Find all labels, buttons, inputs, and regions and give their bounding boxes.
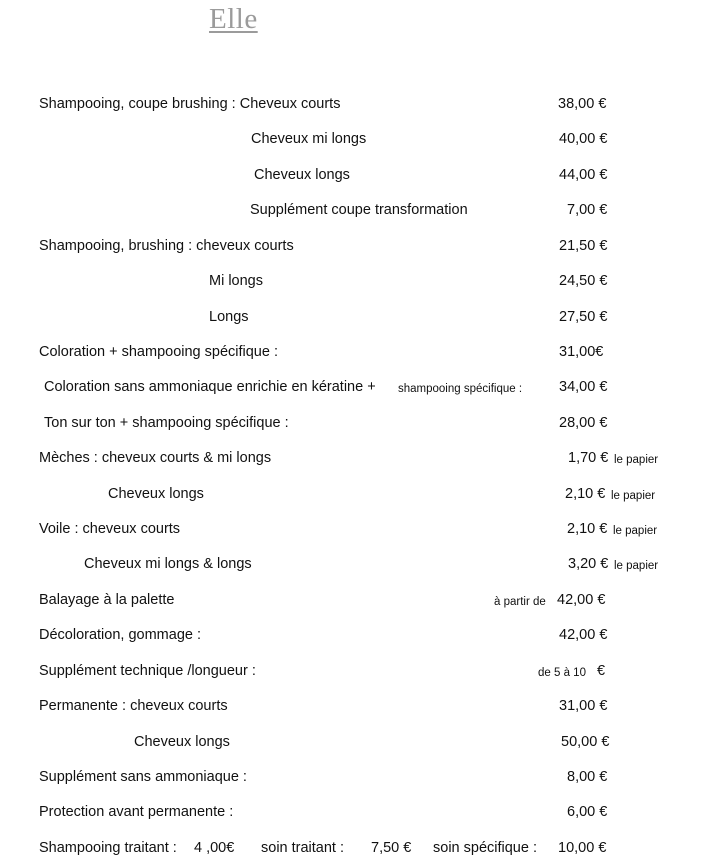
service-label: soin spécifique : <box>433 840 537 856</box>
service-label: Shampooing traitant : <box>39 840 177 856</box>
service-label: Mi longs <box>209 273 263 289</box>
service-label: Shampooing, brushing : cheveux courts <box>39 238 294 254</box>
service-price: € <box>597 663 606 679</box>
page-title: Elle <box>209 3 258 35</box>
service-price: 10,00 € <box>558 840 607 856</box>
service-label: Cheveux longs <box>254 167 350 183</box>
price-unit: le papier <box>611 490 656 502</box>
service-price: 7,00 € <box>567 202 608 218</box>
service-label: Longs <box>209 309 249 325</box>
service-label: soin traitant : <box>261 840 345 856</box>
service-label: Voile : cheveux courts <box>39 521 181 537</box>
service-label: Ton sur ton + shampooing spécifique : <box>44 415 289 431</box>
price-unit: le papier <box>614 454 659 466</box>
service-price: 34,00 € <box>559 379 608 395</box>
service-price: 3,20 € <box>568 556 609 572</box>
price-unit: le papier <box>614 560 659 572</box>
service-price: 44,00 € <box>559 167 608 183</box>
service-label: Supplément technique /longueur : <box>39 663 256 679</box>
service-label: Cheveux mi longs & longs <box>84 556 252 572</box>
service-price: 4 ,00€ <box>194 840 235 856</box>
service-label: Mèches : cheveux courts & mi longs <box>39 450 272 466</box>
service-price: 40,00 € <box>559 131 608 147</box>
service-price: 31,00€ <box>559 344 604 360</box>
service-price: 6,00 € <box>567 804 608 820</box>
service-price: 21,50 € <box>559 238 608 254</box>
service-price: 38,00 € <box>558 96 607 112</box>
service-price: 50,00 € <box>561 734 610 750</box>
service-label: Coloration sans ammoniaque enrichie en kératine + <box>44 379 376 395</box>
service-price: 42,00 € <box>557 592 606 608</box>
service-price: 2,10 € <box>565 486 606 502</box>
service-label: Supplément coupe transformation <box>250 202 468 218</box>
service-label: Supplément sans ammoniaque : <box>39 769 247 785</box>
service-price: 28,00 € <box>559 415 608 431</box>
service-label: Décoloration, gommage : <box>39 627 201 643</box>
service-label: Shampooing, coupe brushing : Cheveux courts <box>39 96 341 112</box>
price-unit: le papier <box>613 525 658 537</box>
service-label: Cheveux longs <box>108 486 204 502</box>
service-label-small: shampooing spécifique : <box>398 383 523 395</box>
service-label: Permanente : cheveux courts <box>39 698 228 714</box>
service-price: 42,00 € <box>559 627 608 643</box>
price-prefix: à partir de <box>494 596 546 608</box>
service-price: 27,50 € <box>559 309 608 325</box>
service-price: 7,50 € <box>371 840 412 856</box>
service-label: Balayage à la palette <box>39 592 175 608</box>
service-label: Protection avant permanente : <box>39 804 234 820</box>
service-label: Cheveux longs <box>134 734 230 750</box>
service-price: 24,50 € <box>559 273 608 289</box>
service-price: 8,00 € <box>567 769 608 785</box>
service-price: 2,10 € <box>567 521 608 537</box>
price-prefix: de 5 à 10 <box>538 667 586 679</box>
service-label: Coloration + shampooing spécifique : <box>39 344 278 360</box>
service-price: 31,00 € <box>559 698 608 714</box>
service-price: 1,70 € <box>568 450 609 466</box>
service-label: Cheveux mi longs <box>251 131 367 147</box>
